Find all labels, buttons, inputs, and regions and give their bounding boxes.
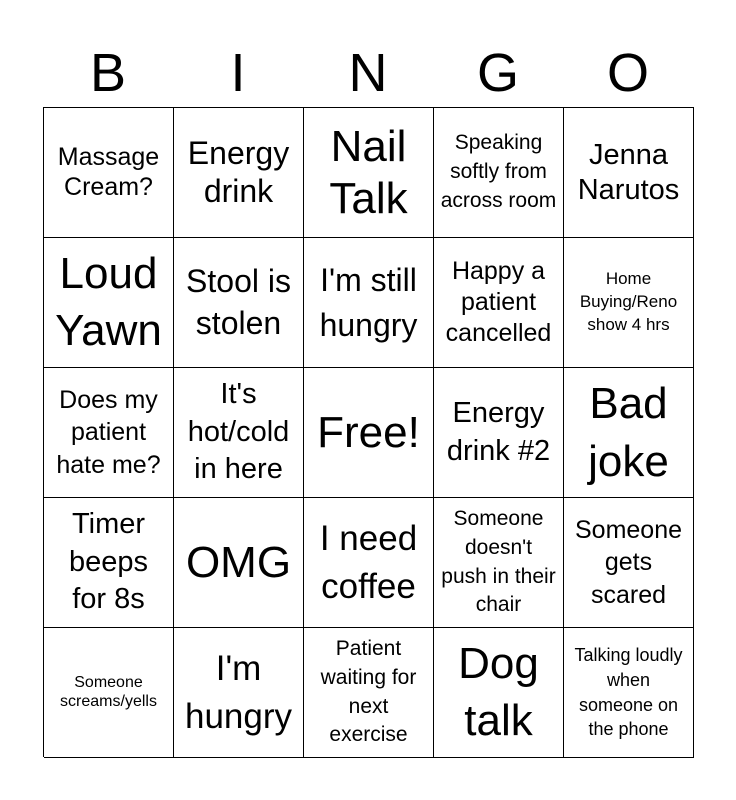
bingo-cell[interactable] bbox=[304, 238, 434, 368]
bingo-cell[interactable] bbox=[174, 498, 304, 628]
cell-text: I'm still hungry bbox=[319, 262, 418, 343]
bingo-cell[interactable] bbox=[434, 628, 564, 758]
cell-text: Talking loudly when someone on the phone bbox=[574, 644, 683, 740]
bingo-cell[interactable] bbox=[44, 498, 174, 628]
bingo-cell[interactable] bbox=[564, 628, 694, 758]
bingo-cell[interactable] bbox=[44, 108, 174, 238]
cell-text: Someone screams/yells bbox=[60, 673, 157, 710]
cell-text: Jenna Narutos bbox=[577, 139, 680, 206]
bingo-cell[interactable] bbox=[174, 368, 304, 498]
cell-text: Stool is stolen bbox=[186, 262, 291, 341]
bingo-cell[interactable] bbox=[304, 368, 434, 498]
cell-text: Does my patient hate me? bbox=[56, 385, 161, 479]
bingo-cell[interactable] bbox=[304, 628, 434, 758]
cell-text: Speaking softly from across room bbox=[440, 131, 557, 212]
header-letter-n: N bbox=[348, 43, 388, 103]
cell-text: Happy a patient cancelled bbox=[445, 256, 552, 348]
bingo-cell[interactable] bbox=[174, 108, 304, 238]
bingo-cell[interactable] bbox=[434, 498, 564, 628]
bingo-cell[interactable] bbox=[564, 238, 694, 368]
bingo-board bbox=[43, 107, 694, 757]
cell-text: Nail Talk bbox=[329, 121, 408, 223]
cell-text: Energy drink #2 bbox=[446, 396, 551, 467]
cell-text: Loud Yawn bbox=[55, 249, 162, 355]
cell-text: Energy drink bbox=[187, 134, 290, 209]
header-letter-g: G bbox=[476, 43, 519, 103]
bingo-cell[interactable] bbox=[174, 238, 304, 368]
bingo-cell[interactable] bbox=[174, 628, 304, 758]
bingo-cell[interactable] bbox=[44, 238, 174, 368]
cell-text: Timer beeps for 8s bbox=[68, 507, 148, 616]
cell-text: Massage Cream? bbox=[57, 143, 160, 201]
cell-text: Dog talk bbox=[458, 639, 539, 745]
bingo-cell[interactable] bbox=[304, 108, 434, 238]
bingo-cell[interactable] bbox=[564, 368, 694, 498]
bingo-cell[interactable] bbox=[44, 628, 174, 758]
free-space: Free! bbox=[317, 407, 420, 457]
bingo-cell[interactable] bbox=[44, 368, 174, 498]
cell-text: Someone doesn't push in their chair bbox=[441, 506, 556, 617]
header-letter-i: I bbox=[230, 43, 246, 103]
cell-text: I'm hungry bbox=[184, 649, 293, 736]
bingo-cell[interactable] bbox=[434, 108, 564, 238]
bingo-cell[interactable] bbox=[564, 108, 694, 238]
cell-text: OMG bbox=[185, 537, 292, 587]
bingo-cell[interactable] bbox=[304, 498, 434, 628]
cell-text: It's hot/cold in here bbox=[187, 377, 290, 486]
header-letter-o: O bbox=[606, 43, 649, 103]
bingo-cell[interactable] bbox=[564, 498, 694, 628]
header-letter-b: B bbox=[89, 43, 127, 103]
bingo-header bbox=[43, 40, 693, 106]
cell-text: Someone gets scared bbox=[574, 515, 683, 609]
bingo-cell[interactable] bbox=[434, 368, 564, 498]
bingo-cell[interactable] bbox=[434, 238, 564, 368]
cell-text: Home Buying/Reno show 4 hrs bbox=[579, 269, 678, 334]
cell-text: I need coffee bbox=[319, 519, 418, 606]
cell-text: Patient waiting for next exercise bbox=[320, 636, 417, 747]
cell-text: Bad joke bbox=[588, 379, 669, 486]
